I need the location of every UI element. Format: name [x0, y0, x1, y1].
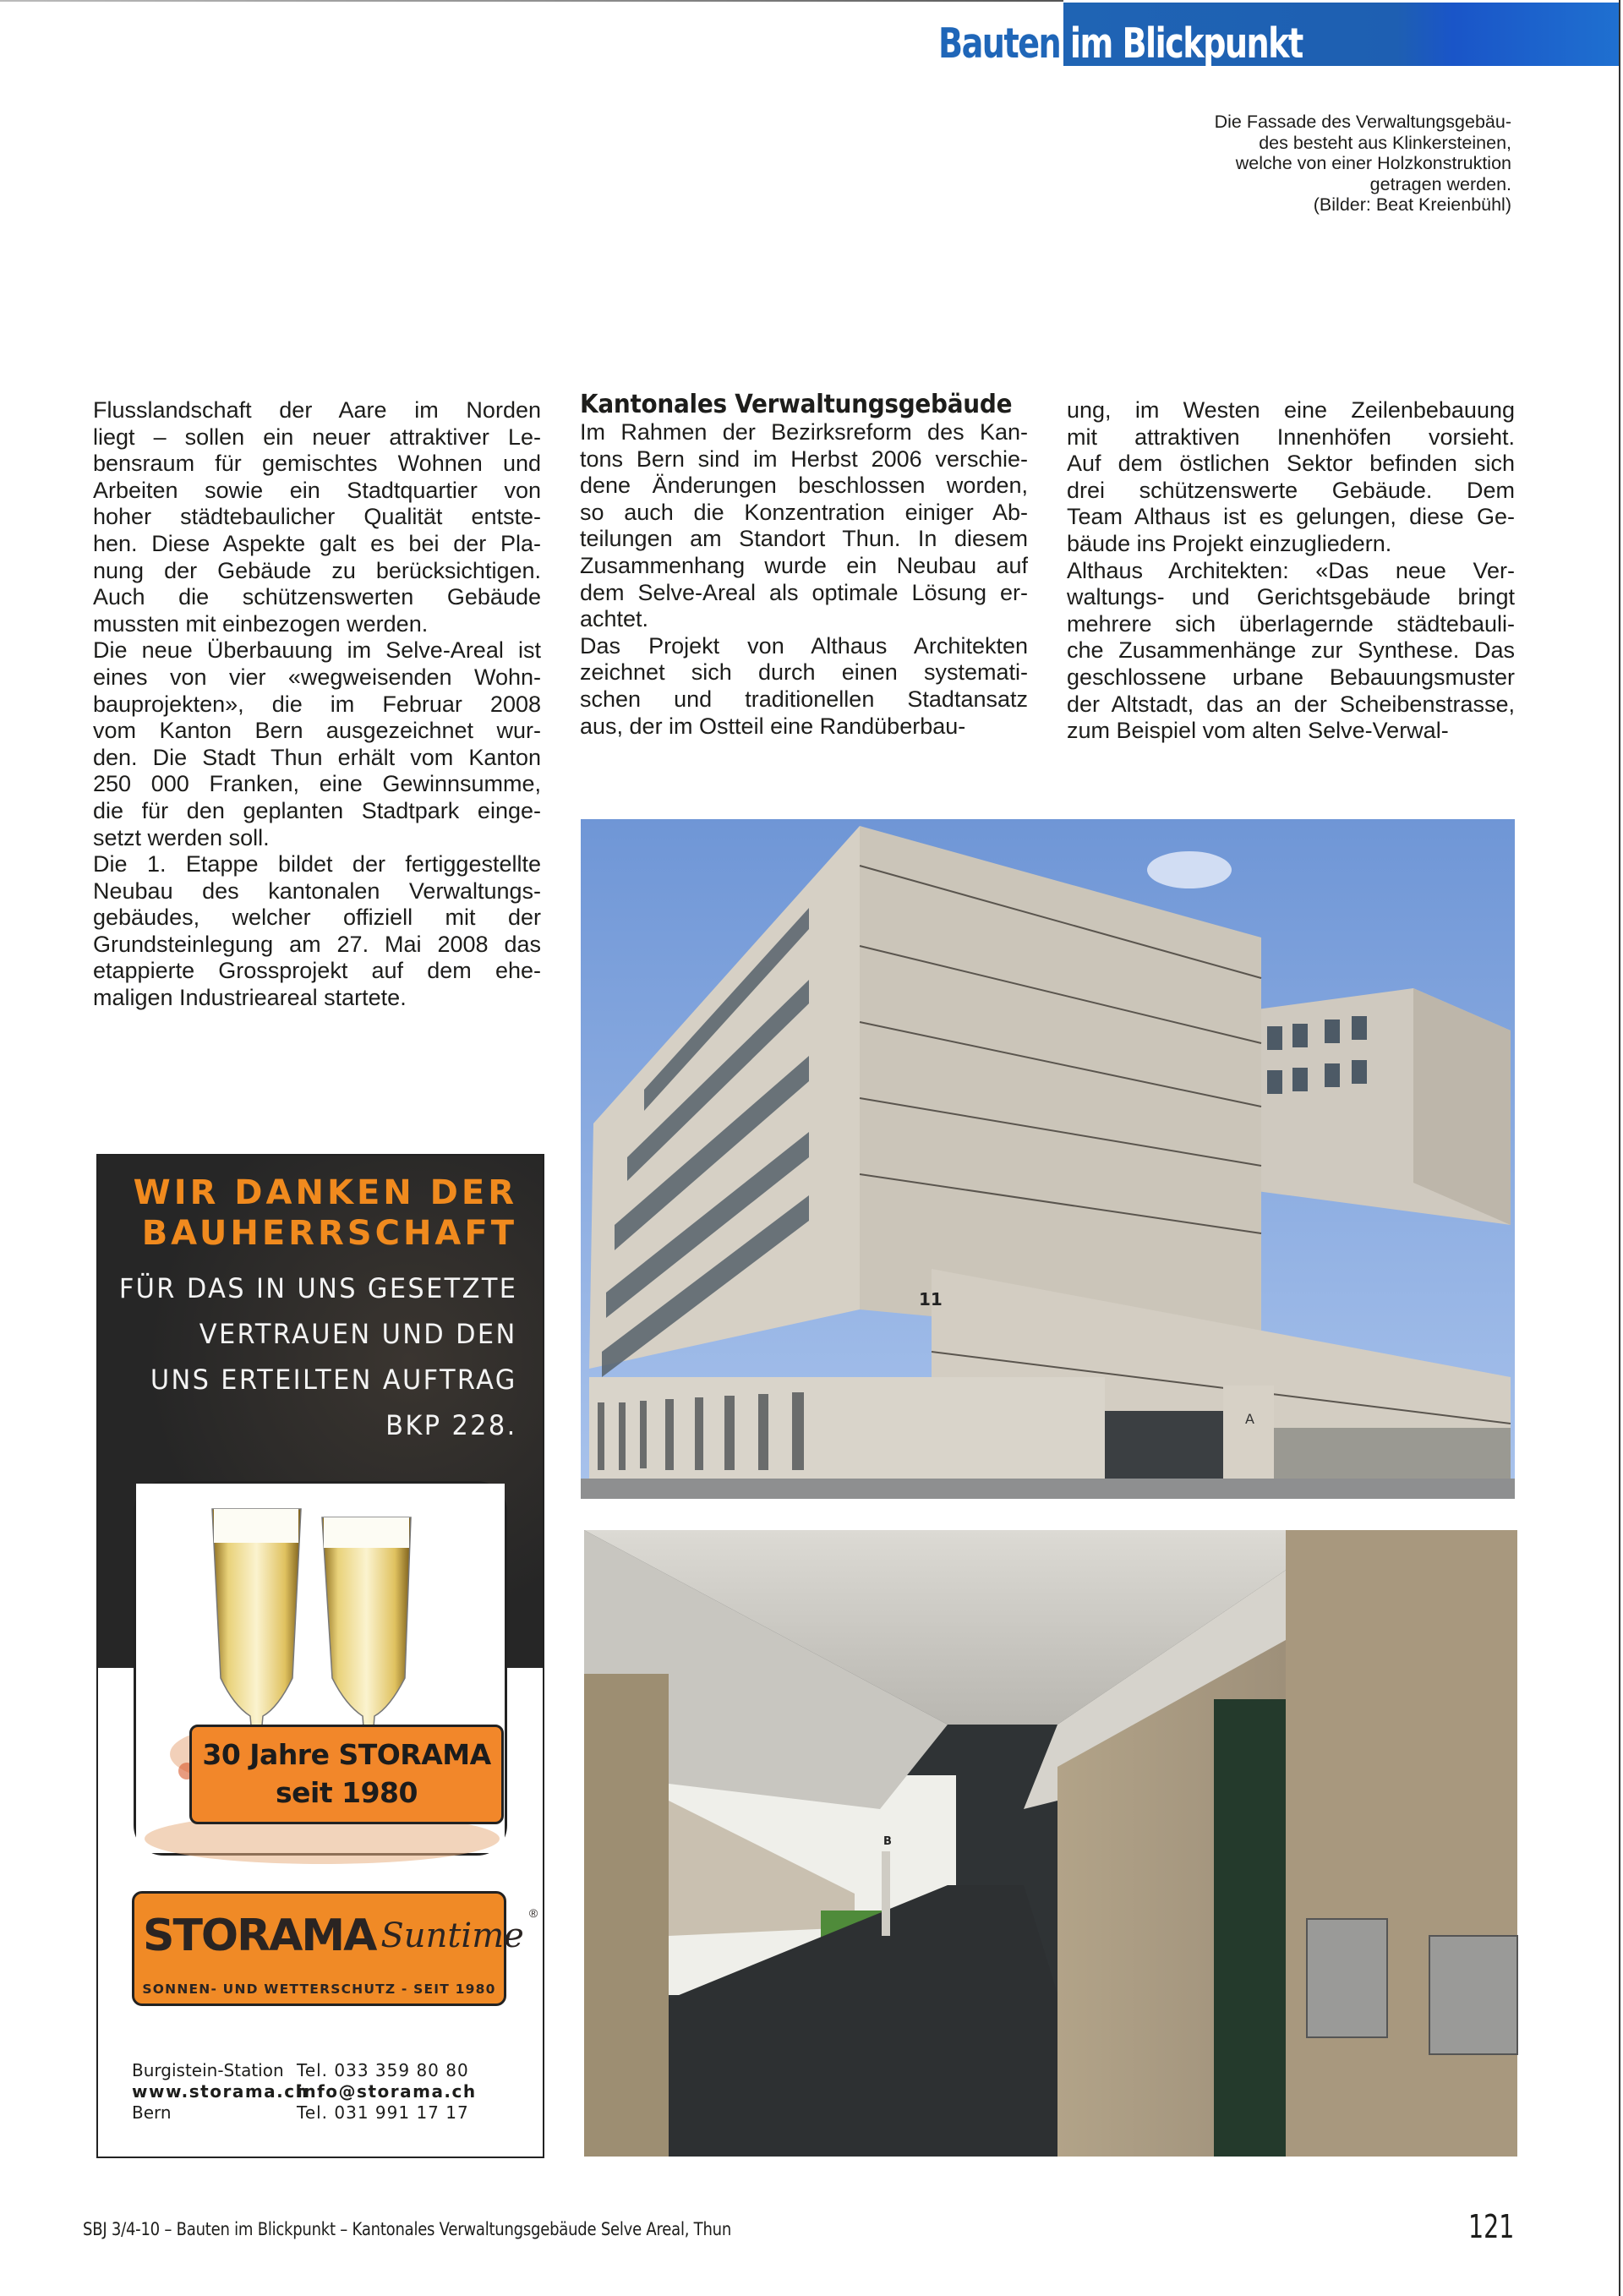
- text-line: Althaus Architekten: «Das neue Ver-: [1067, 557, 1515, 583]
- contact-row: [132, 2081, 529, 2102]
- phone-burgistein: Tel. 033 359 80 80: [297, 2060, 469, 2080]
- ad-subtext-line: BKP 228.: [385, 1409, 517, 1441]
- contact-row: [132, 2060, 529, 2081]
- article-column-2: [580, 391, 1028, 740]
- text-line: Zusammenhang wurde ein Neubau auf: [580, 552, 1028, 578]
- text-line: so auch die Konzentration einiger Ab-: [580, 499, 1028, 525]
- text-line: waltungs- und Gerichtsgebäude bringt: [1067, 584, 1515, 610]
- text-line: Team Althaus ist es gelungen, diese Ge-: [1067, 504, 1515, 530]
- ad-headline: [134, 1173, 517, 1254]
- subheading: Kantonales Verwaltungsgebäude: [580, 390, 1013, 419]
- anniversary-badge: [189, 1725, 504, 1824]
- building-illustration: [581, 819, 1515, 1499]
- page-edge: [1619, 0, 1620, 2296]
- registered-mark: ®: [528, 1906, 538, 1920]
- text-line: mehrere sich überlagernde städtebauli-: [1067, 610, 1515, 637]
- text-line: achtet.: [580, 606, 649, 632]
- text-line: Auf dem östlichen Sektor befinden sich: [1067, 451, 1515, 477]
- building-exterior-photo: [581, 819, 1515, 1499]
- text-line: che Zusammenhänge zur Synthese. Das: [1067, 637, 1515, 664]
- caption-credit: (Bilder: Beat Kreienbühl): [1313, 194, 1511, 215]
- text-line: zeichnet sich durch einen systemati-: [580, 659, 1028, 686]
- section-title-part1: Bauten: [938, 19, 1070, 68]
- text-line: hen. Diese Aspekte galt es bei der Pla-: [93, 530, 541, 556]
- text-line: zum Beispiel vom alten Selve-Verwal-: [1067, 718, 1449, 744]
- text-line: etappierte Grossprojekt auf dem ehe-: [93, 958, 541, 984]
- building-number-label: 11: [919, 1289, 943, 1309]
- text-line: dem Selve-Areal als optimale Lösung er-: [580, 579, 1028, 605]
- storama-logo: [132, 1891, 538, 2006]
- photo-caption: [1072, 112, 1511, 216]
- text-line: eines von vier «wegweisenden Wohn-: [93, 664, 541, 690]
- text-line: drei schützenswerte Gebäude. Dem: [1067, 477, 1515, 503]
- text-line: der Altstadt, das an der Scheibenstrasse,: [1067, 691, 1515, 717]
- text-line: Flusslandschaft der Aare im Norden: [93, 397, 541, 423]
- caption-line: welche von einer Holzkonstruktion: [1235, 153, 1511, 173]
- ad-headline-line: BAUHERRSCHAFT: [141, 1214, 517, 1253]
- arcade-illustration: [584, 1530, 1517, 2157]
- text-line: Im Rahmen der Bezirksreform des Kan-: [580, 419, 1028, 445]
- location-burgistein: Burgistein-Station: [132, 2060, 284, 2080]
- ad-subtext-line: UNS ERTEILTEN AUFTRAG: [150, 1364, 517, 1396]
- logo-tagline: SONNEN- UND WETTERSCHUTZ - SEIT 1980: [142, 1982, 496, 1997]
- text-line: bensraum für gemischtes Wohnen und: [93, 451, 541, 477]
- running-footer: SBJ 3/4-10 – Bauten im Blickpunkt – Kantonales Verwaltungsgebäude Selve Areal, Thun: [83, 2219, 732, 2239]
- arcade-letter-label: B: [883, 1835, 892, 1848]
- email-link[interactable]: info@storama.ch: [297, 2081, 477, 2102]
- arcade-walkway-photo: [584, 1530, 1517, 2157]
- text-line: Neubau des kantonalen Verwaltungs-: [93, 877, 541, 904]
- building-letter-label: A: [1245, 1411, 1254, 1427]
- text-line: mussten mit einbezogen werden.: [93, 610, 429, 637]
- ad-contact-info: [132, 2060, 529, 2124]
- text-line: 250 000 Franken, eine Gewinnsumme,: [93, 771, 541, 797]
- text-line: tons Bern sind im Herbst 2006 verschie-: [580, 446, 1028, 472]
- location-bern: Bern: [132, 2102, 172, 2123]
- website-link[interactable]: www.storama.ch: [132, 2081, 309, 2102]
- top-rule: [0, 0, 1063, 2]
- page-number: 121: [1468, 2208, 1515, 2245]
- text-line: schen und traditionellen Stadtansatz: [580, 686, 1028, 712]
- logo-wordmark: STORAMA: [143, 1911, 376, 1961]
- caption-line: Die Fassade des Verwaltungsgebäu-: [1214, 112, 1511, 132]
- caption-line: des besteht aus Klinkersteinen,: [1259, 132, 1511, 153]
- text-line: mit attraktiven Innenhöfen vorsieht.: [1067, 424, 1515, 450]
- section-title-part2: im: [1069, 19, 1112, 68]
- logo-row: [143, 1902, 538, 1970]
- text-line: liegt – sollen ein neuer attraktiver Le-: [93, 424, 541, 450]
- text-line: vom Kanton Bern ausgezeichnet wur-: [93, 718, 541, 744]
- article-column-1: [93, 397, 541, 1012]
- text-line: ung, im Westen eine Zeilenbebauung: [1067, 397, 1515, 423]
- text-line: teilungen am Standort Thun. In diesem: [580, 526, 1028, 552]
- text-line: dene Änderungen beschlossen worden,: [580, 473, 1028, 499]
- badge-line: seit 1980: [276, 1776, 418, 1809]
- section-title-part3: Blickpunkt: [1112, 19, 1303, 68]
- text-line: Die 1. Etappe bildet der fertiggestellte: [93, 851, 541, 877]
- text-line: nung der Gebäude zu berücksichtigen.: [93, 557, 541, 583]
- text-line: maligen Industrieareal startete.: [93, 985, 407, 1011]
- text-line: aus, der im Ostteil eine Randüberbau-: [580, 713, 966, 739]
- badge-line: 30 Jahre STORAMA: [202, 1738, 491, 1771]
- text-line: Arbeiten sowie ein Stadtquartier von: [93, 477, 541, 503]
- text-line: setzt werden soll.: [93, 824, 270, 850]
- text-line: bäude ins Projekt einzugliedern.: [1067, 530, 1392, 556]
- ad-headline-line: WIR DANKEN DER: [133, 1173, 517, 1212]
- section-title: [938, 19, 1303, 69]
- text-line: bauprojekten», die im Februar 2008: [93, 691, 541, 717]
- text-line: Das Projekt von Althaus Architekten: [580, 632, 1028, 659]
- contact-row: [132, 2102, 529, 2124]
- text-line: hoher städtebaulicher Qualität entste-: [93, 504, 541, 530]
- phone-bern: Tel. 031 991 17 17: [297, 2102, 469, 2123]
- storama-advertisement: [96, 1154, 544, 2158]
- text-line: den. Die Stadt Thun erhält vom Kanton: [93, 744, 541, 770]
- text-line: die für den geplanten Stadtpark einge-: [93, 797, 541, 823]
- text-line: gebäudes, welcher offiziell mit der: [93, 905, 541, 931]
- text-line: geschlossene urbane Bebauungsmuster: [1067, 664, 1515, 690]
- ad-subtext-line: VERTRAUEN UND DEN: [199, 1318, 517, 1350]
- caption-line: getragen werden.: [1369, 173, 1511, 194]
- text-line: Auch die schützenswerten Gebäude: [93, 584, 541, 610]
- logo-script: Suntime: [380, 1916, 524, 1955]
- ad-subtext-line: FÜR DAS IN UNS GESETZTE: [118, 1272, 517, 1304]
- text-line: Die neue Überbauung im Selve-Areal ist: [93, 637, 541, 664]
- text-line: Grundsteinlegung am 27. Mai 2008 das: [93, 931, 541, 957]
- article-column-3: [1067, 397, 1515, 745]
